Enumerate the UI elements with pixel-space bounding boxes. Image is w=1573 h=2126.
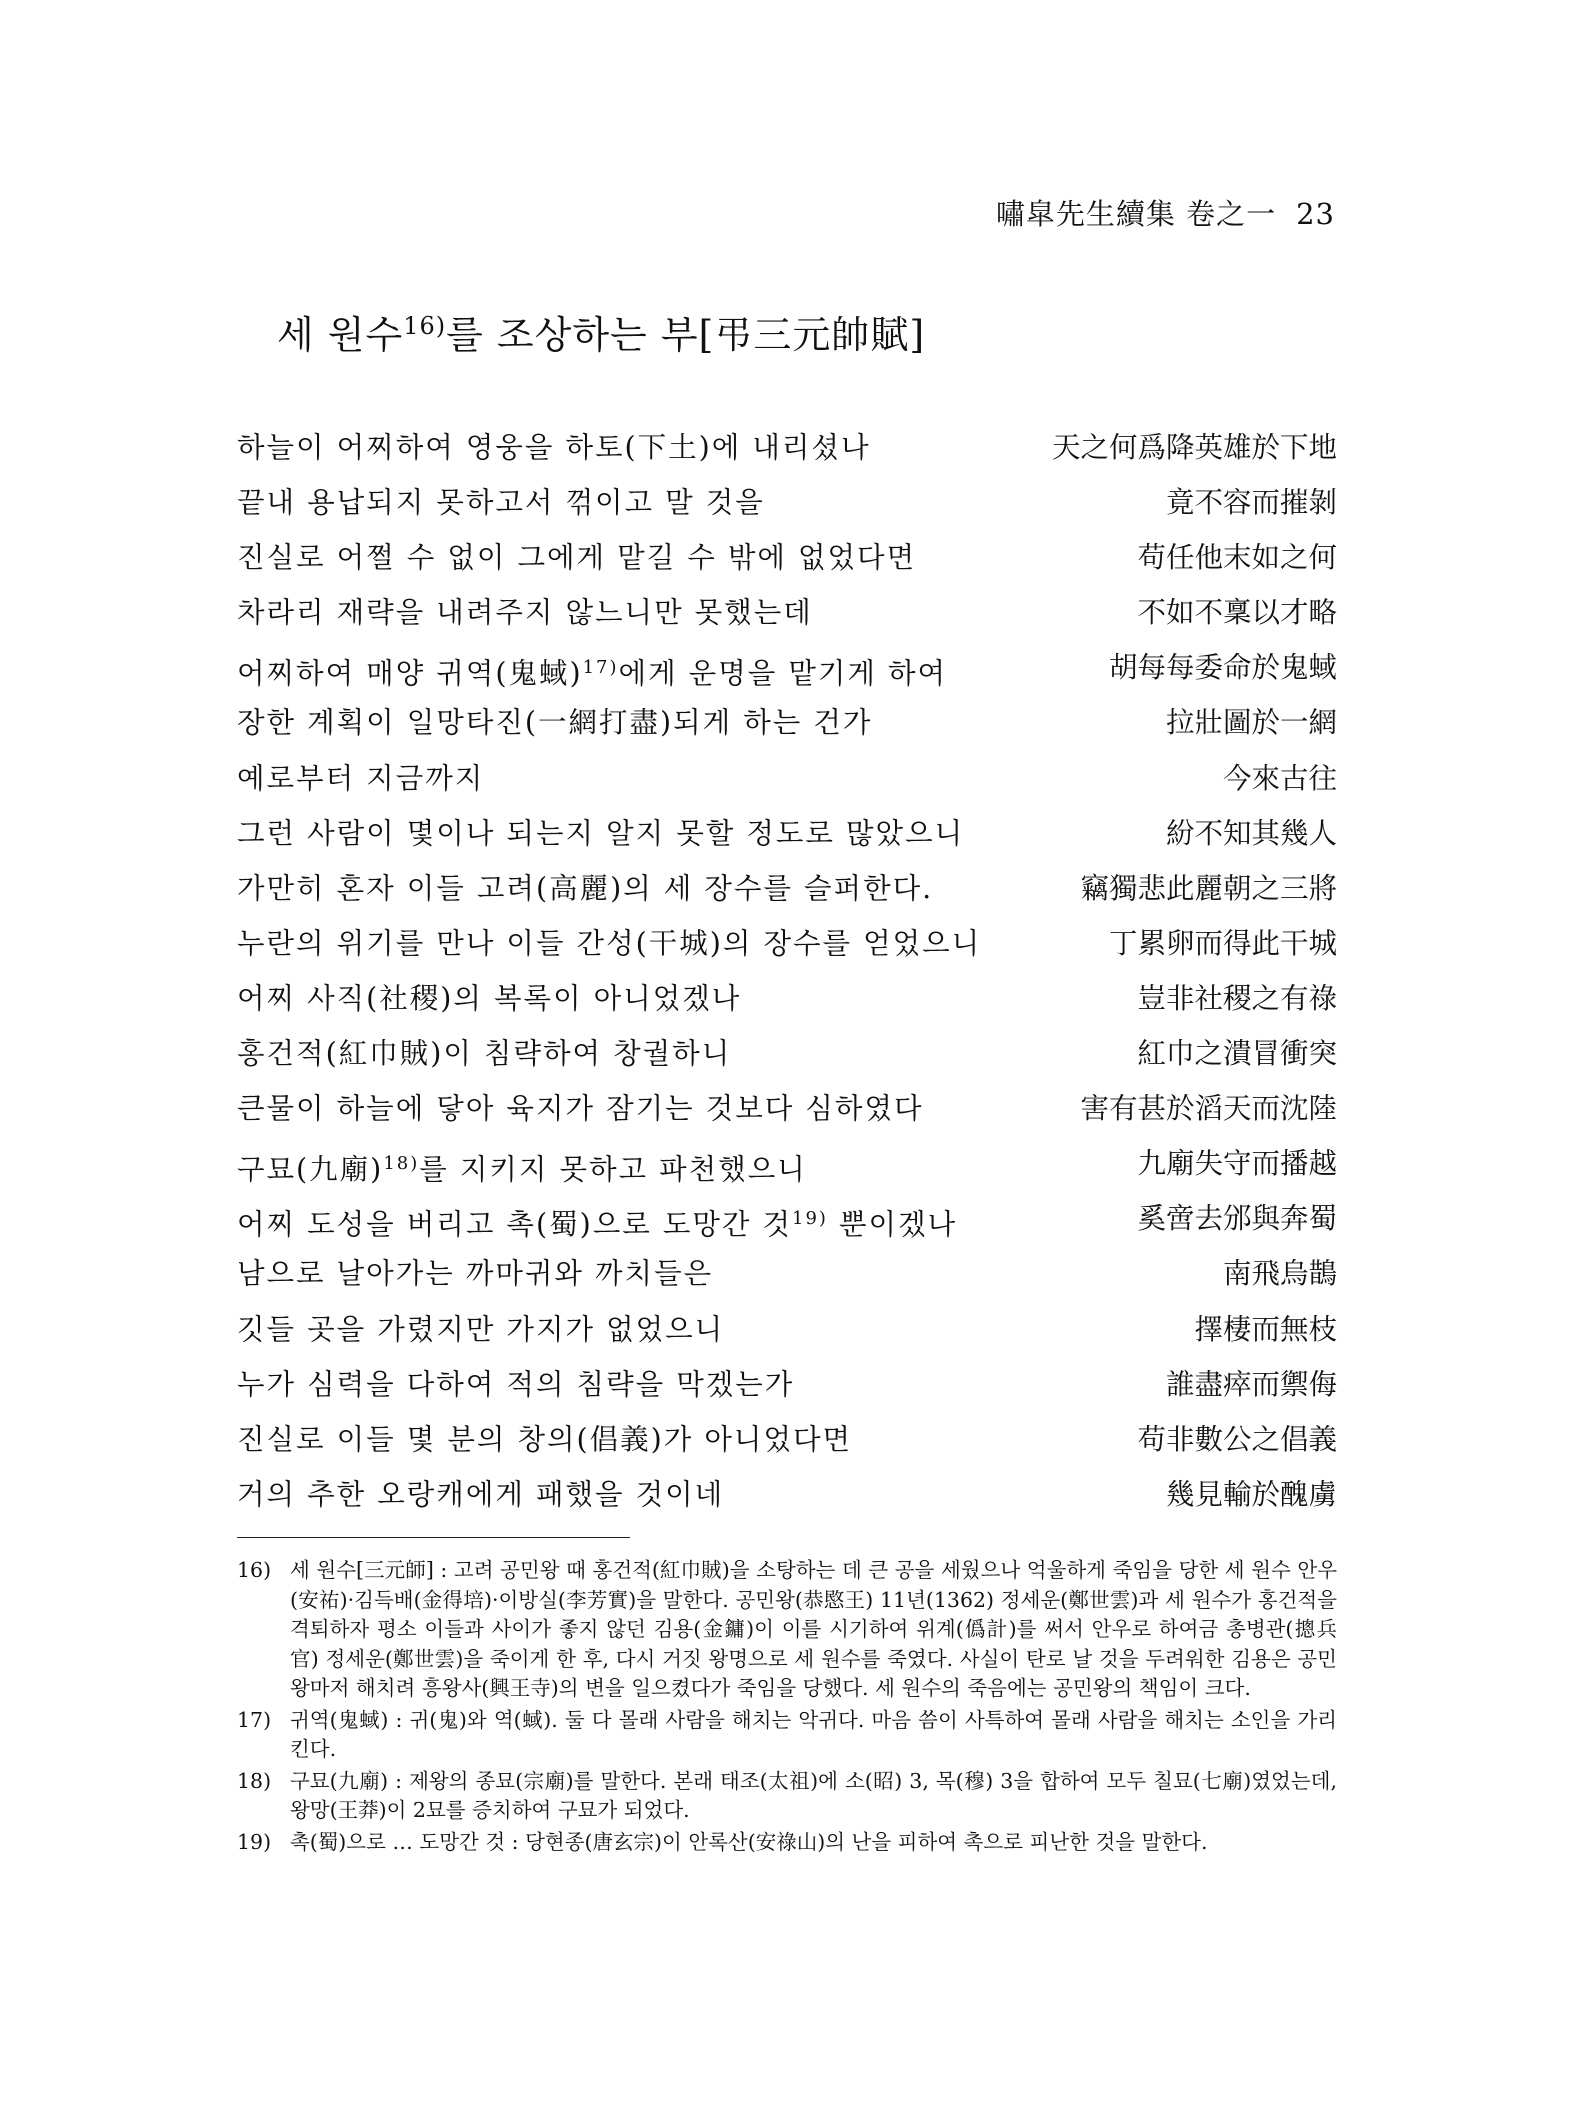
verse-line (237, 1357, 1337, 1412)
verse-korean-text: 거의 추한 오랑캐에게 패했을 것이네 (237, 1477, 725, 1511)
verse-korean-text: 어찌하여 매양 귀역(鬼蜮) (237, 657, 583, 691)
footnote-number: 17) (237, 1707, 272, 1732)
verse-korean-text: 차라리 재략을 내려주지 않느니만 못했는데 (237, 596, 813, 630)
verse-korean (237, 806, 964, 861)
verse-line (237, 806, 1337, 861)
verse-chinese: 害有甚於滔天而沈陸 (1080, 1092, 1337, 1126)
verse-chinese: 拉壯圖於一網 (1165, 706, 1337, 740)
verse-korean (237, 1136, 807, 1197)
verse-line (237, 1246, 1337, 1301)
verse-chinese: 九廟失守而播越 (1137, 1147, 1337, 1181)
verse-korean (237, 695, 872, 750)
verse-line (237, 530, 1337, 585)
verse-korean-text: 예로부터 지금까지 (237, 761, 485, 795)
verse-korean-text: 큰물이 하늘에 닿아 육지가 잠기는 것보다 심하였다 (237, 1092, 924, 1126)
footnote-text: 귀역(鬼蜮) : 귀(鬼)와 역(蜮). 둘 다 몰래 사람을 해치는 악귀다. 마음 씀이 사특하여 몰래 사람을 해치는 소인을 가리킨다. (290, 1707, 1337, 1761)
verse-chinese: 誰盡瘁而禦侮 (1165, 1367, 1337, 1401)
verse-line (237, 1136, 1337, 1191)
footnotes (237, 1556, 1337, 1859)
verse-chinese: 苟任他末如之何 (1137, 541, 1337, 575)
verse-chinese: 幾見輸於醜虜 (1165, 1477, 1337, 1511)
footnote-text: 촉(蜀)으로 … 도망간 것 : 당현종(唐玄宗)이 안록산(安祿山)의 난을 피하여 촉으로 피난한 것을 말한다. (290, 1829, 1208, 1854)
verse-chinese: 竟不容而摧剝 (1165, 486, 1337, 520)
verse-line (237, 695, 1337, 750)
verse-korean (237, 751, 484, 806)
running-header (996, 192, 1335, 233)
verse-korean (237, 1412, 852, 1467)
footnote-number: 18) (237, 1768, 272, 1793)
verse-chinese: 竊獨悲此麗朝之三將 (1080, 871, 1337, 905)
verse-line (237, 916, 1337, 971)
verse-chinese: 天之何爲降英雄於下地 (1051, 431, 1337, 464)
verse-korean (237, 861, 933, 916)
verse-korean-text: 그런 사람이 몇이나 되는지 알지 못할 정도로 많았으니 (237, 816, 965, 850)
verse-korean-text: 장한 계획이 일망타진(一網打盡)되게 하는 건가 (237, 706, 873, 740)
verse-line (237, 1467, 1337, 1522)
verse-korean-text: 홍건적(紅巾賊)이 침략하여 창궐하니 (237, 1037, 732, 1071)
verse-line (237, 420, 1337, 475)
verse-korean-text-continued: 뿐이겠나 (827, 1208, 958, 1242)
footnote-number: 16) (237, 1558, 272, 1582)
verse-chinese: 今來古往 (1222, 761, 1337, 795)
footnote-ref: 18) (383, 1153, 420, 1175)
verse-korean-text: 진실로 어쩔 수 없이 그에게 맡길 수 밖에 없었다면 (237, 541, 917, 575)
verse-korean-text: 어찌 도성을 버리고 촉(蜀)으로 도망간 것 (237, 1208, 793, 1242)
poem-title-rest: 를 조상하는 부[弔三元帥賦] (446, 313, 926, 357)
verse-korean-text-continued: 에게 운명을 맡기게 하여 (618, 657, 948, 691)
footnote-ref-16: 16) (403, 312, 447, 340)
footnote-ref: 19) (792, 1208, 828, 1230)
verse-line (237, 971, 1337, 1026)
verse-korean-text: 누가 심력을 다하여 적의 침략을 막겠는가 (237, 1367, 795, 1401)
footnote-number: 19) (237, 1829, 272, 1854)
verse-chinese: 不如不稟以才略 (1137, 596, 1337, 630)
verse-chinese: 苟非數公之倡義 (1137, 1422, 1337, 1456)
verse-korean (237, 585, 813, 640)
verse-korean-text: 진실로 이들 몇 분의 창의(倡義)가 아니었다면 (237, 1422, 853, 1456)
verse-line (237, 751, 1337, 806)
footnote-divider (237, 1537, 630, 1538)
poem-title-main: 세 원수 (277, 313, 404, 357)
verse-korean-text: 누란의 위기를 만나 이들 간성(干城)의 장수를 얻었으니 (237, 926, 982, 960)
book-title: 嘯皐先生續集 卷之一 (995, 197, 1277, 231)
verse-chinese: 擇棲而無枝 (1194, 1312, 1337, 1346)
footnote-ref: 17) (582, 657, 619, 679)
verse-chinese: 豈非社稷之有祿 (1137, 981, 1337, 1015)
verse-korean (237, 916, 981, 971)
footnote (237, 1706, 1337, 1765)
page-number: 23 (1296, 197, 1335, 231)
verse-korean-text: 남으로 날아가는 까마귀와 까치들은 (237, 1257, 714, 1291)
footnote-text: 구묘(九廟) : 제왕의 종묘(宗廟)를 말한다. 본래 태조(太祖)에 소(昭) 3, 목(穆) 3을 합하여 모두 칠묘(七廟)였었는데, 왕망(王莽)이 2묘를 증치하여 구묘가 되었다. (290, 1768, 1337, 1822)
verse-line (237, 640, 1337, 695)
verse-line (237, 1412, 1337, 1467)
poem-title (277, 304, 925, 359)
footnote (237, 1767, 1337, 1826)
verse-chinese: 紛不知其幾人 (1165, 816, 1337, 850)
verse-korean-text-continued: 를 지키지 못하고 파천했으니 (419, 1153, 807, 1187)
verse-korean-text: 끝내 용납되지 못하고서 꺾이고 말 것을 (237, 486, 765, 520)
verse-list (237, 420, 1337, 1522)
verse-line (237, 861, 1337, 916)
verse-chinese: 丁累卵而得此干城 (1108, 926, 1337, 960)
verse-korean-text: 가만히 혼자 이들 고려(高麗)의 세 장수를 슬퍼한다. (237, 871, 934, 905)
verse-korean (237, 420, 871, 475)
verse-line (237, 1081, 1337, 1136)
verse-korean (237, 1302, 724, 1357)
verse-chinese: 胡每每委命於鬼蜮 (1108, 651, 1337, 685)
verse-korean (237, 1026, 731, 1081)
verse-korean (237, 1357, 794, 1412)
verse-korean-text: 어찌 사직(社稷)의 복록이 아니었겠나 (237, 981, 742, 1015)
verse-korean-text: 하늘이 어찌하여 영웅을 하토(下土)에 내리셨나 (237, 431, 871, 464)
verse-korean (237, 1467, 724, 1522)
footnote-text: 세 원수[三元師] : 고려 공민왕 때 홍건적(紅巾賊)을 소탕하는 데 큰 공을 세웠으나 억울하게 죽임을 당한 세 원수 안우(安祐)·김득배(金得培)·이방실(李芳實)을 말한다. 공민왕(恭愍王) 11년(1362) 정세운(鄭世雲)과 세 원수가 홍건적을 격퇴하자 평소 이들과 사이가 좋지 않던 김용(金鏞)이 이를 시기하여 위계(僞計)를 써서 안우로 하여금 총병관(摠兵官) 정세운(鄭世雲)을 죽이게 한 후, 다시 거짓 왕명으로 세 원수를 죽였다. 사실이 탄로 날 것을 두려워한 김용은 공민왕마저 해치려 흥왕사(興王寺)의 변을 일으켰다가 죽임을 당했다. 세 원수의 죽음에는 공민왕의 책임이 크다. (290, 1558, 1337, 1700)
verse-line (237, 1191, 1337, 1246)
verse-korean (237, 475, 765, 530)
verse-line (237, 475, 1337, 530)
verse-korean (237, 530, 916, 585)
verse-korean (237, 1081, 924, 1136)
verse-line (237, 1026, 1337, 1081)
verse-korean (237, 1246, 713, 1301)
verse-korean-text: 깃들 곳을 가렸지만 가지가 없었으니 (237, 1312, 725, 1346)
footnote (237, 1556, 1337, 1704)
verse-korean (237, 1191, 957, 1252)
verse-korean (237, 971, 741, 1026)
verse-line (237, 1302, 1337, 1357)
footnote (237, 1828, 1337, 1858)
verse-line (237, 585, 1337, 640)
verse-chinese: 紅巾之潰冒衝突 (1137, 1037, 1337, 1071)
verse-chinese: 南飛烏鵲 (1222, 1257, 1337, 1291)
verse-korean (237, 640, 947, 701)
verse-chinese: 奚啻去邠與奔蜀 (1137, 1202, 1337, 1236)
verse-korean-text: 구묘(九廟) (237, 1153, 384, 1187)
